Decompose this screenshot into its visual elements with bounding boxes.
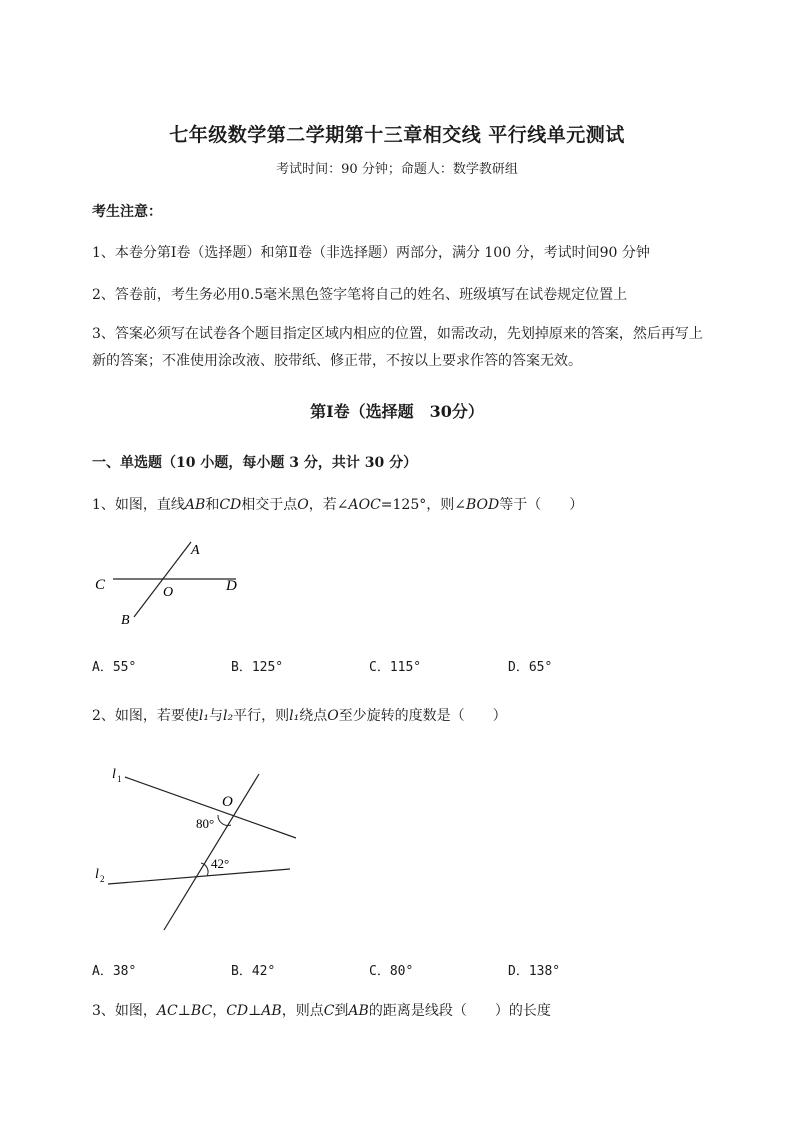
label-o: O bbox=[163, 585, 174, 600]
q1-option-d[interactable]: D．65° bbox=[508, 660, 553, 675]
notice-heading: 考生注意： bbox=[92, 204, 162, 220]
q2-option-b[interactable]: B．42° bbox=[231, 964, 276, 979]
q1-option-b[interactable]: B．125° bbox=[231, 660, 284, 675]
question-2-text: 2、如图，若要使l₁与l₂平行，则l₁绕点O至少旋转的度数是（ ） bbox=[92, 708, 507, 724]
transversal-line bbox=[164, 774, 259, 930]
label-l2-sub: 2 bbox=[100, 874, 105, 884]
question-1-text: 1、如图，直线AB和CD相交于点O，若∠AOC=125°，则∠BOD等于（ ） bbox=[92, 497, 584, 513]
q1-option-a[interactable]: A．55° bbox=[92, 660, 137, 675]
part-heading: 一、单选题（10 小题，每小题 3 分，共计 30 分） bbox=[92, 455, 418, 471]
exam-title: 七年级数学第二学期第十三章相交线 平行线单元测试 bbox=[169, 124, 625, 146]
label-l1-sub: 1 bbox=[117, 774, 122, 784]
label-a: A bbox=[191, 543, 200, 558]
q2-option-a[interactable]: A．38° bbox=[92, 964, 137, 979]
angle-arc-42 bbox=[201, 863, 208, 876]
label-angle-80: 80° bbox=[196, 816, 215, 831]
label-b: B bbox=[121, 613, 130, 628]
label-l1: l bbox=[112, 767, 116, 782]
q2-option-d[interactable]: D．138° bbox=[508, 964, 561, 979]
q1-option-c[interactable]: C．115° bbox=[369, 660, 422, 675]
label-l2: l bbox=[95, 867, 99, 882]
q2-option-c[interactable]: C．80° bbox=[369, 964, 414, 979]
label-angle-42: 42° bbox=[211, 856, 230, 871]
question-1-figure bbox=[88, 535, 258, 635]
notice-item-1: 1、本卷分第Ⅰ卷（选择题）和第Ⅱ卷（非选择题）两部分，满分 100 分，考试时间90 分钟 bbox=[92, 245, 650, 261]
question-2-figure bbox=[88, 755, 308, 935]
exam-subtitle: 考试时间：90 分钟；命题人：数学教研组 bbox=[276, 162, 518, 177]
label-d: D bbox=[226, 578, 237, 594]
notice-item-3: 3、答案必须写在试卷各个题目指定区域内相应的位置，如需改动，先划掉原来的答案，然后再写上新的答案；不准使用涂改液、胶带纸、修正带，不按以上要求作答的答案无效。 bbox=[92, 326, 703, 369]
question-3-text: 3、如图，AC⊥BC，CD⊥AB，则点C到AB的距离是线段（ ）的长度 bbox=[92, 1003, 551, 1019]
label-c: C bbox=[95, 577, 106, 593]
label-o: O bbox=[222, 794, 233, 810]
line-l2 bbox=[108, 869, 290, 884]
notice-item-2: 2、答卷前，考生务必用0.5毫米黑色签字笔将自己的姓名、班级填写在试卷规定位置上 bbox=[92, 287, 628, 303]
section-title: 第Ⅰ卷（选择题 30分） bbox=[310, 402, 484, 421]
